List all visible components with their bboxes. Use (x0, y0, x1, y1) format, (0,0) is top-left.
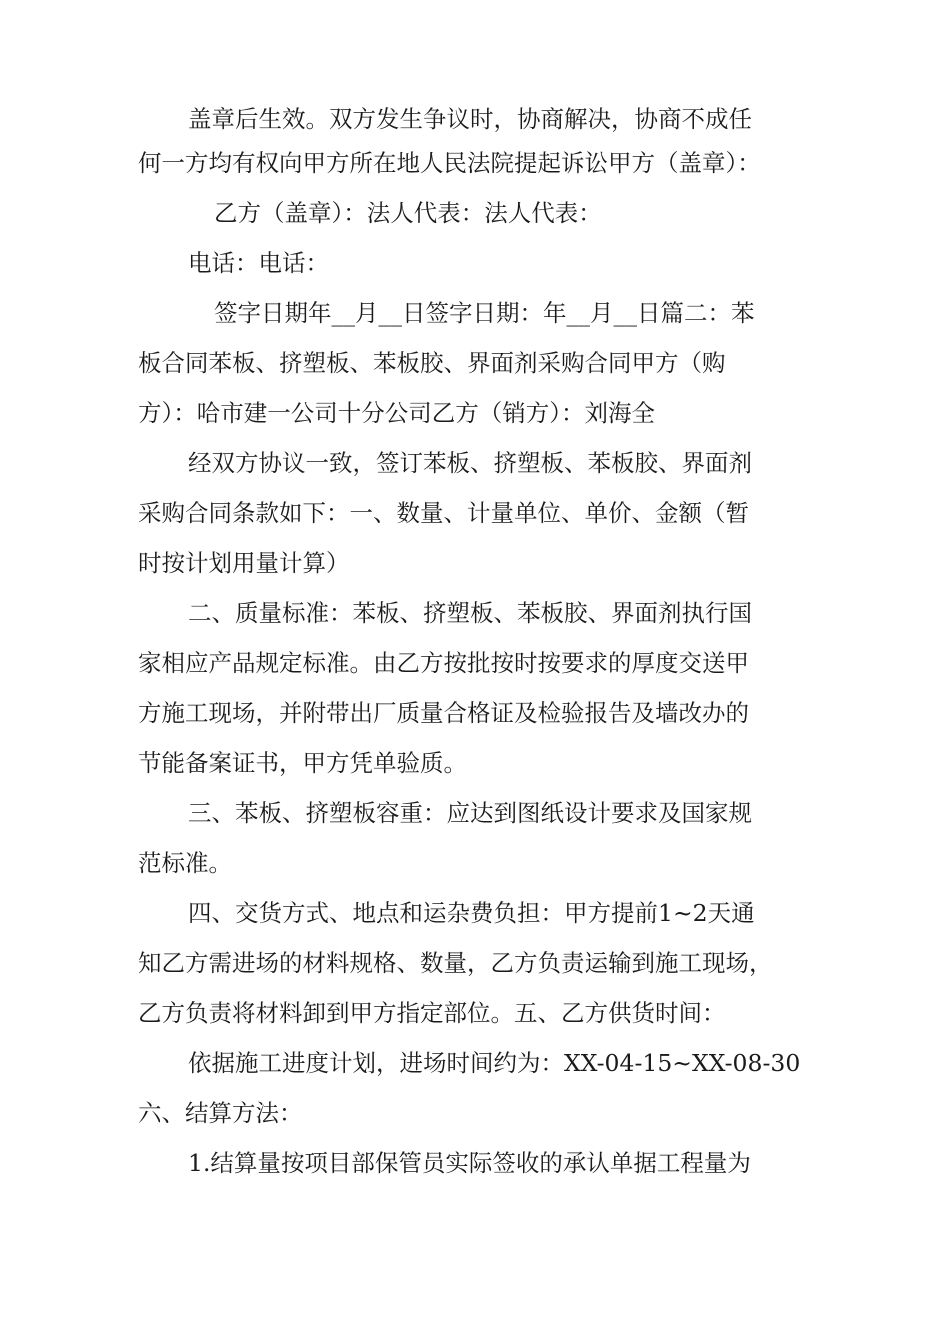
text-line-18: 知乙方需进场的材料规格、数量，乙方负责运输到施工现场， (138, 949, 773, 977)
text-line-17: 四、交货方式、地点和运杂费负担：甲方提前1~2天通 (188, 899, 755, 927)
text-line-13: 方施工现场，并附带出厂质量合格证及检验报告及墙改办的 (138, 699, 749, 727)
text-line-5: 签字日期年__月__日签字日期：年__月__日篇二：苯 (214, 299, 755, 327)
text-line-22: 1.结算量按项目部保管员实际签收的承认单据工程量为 (188, 1149, 751, 1177)
text-line-6: 板合同苯板、挤塑板、苯板胶、界面剂采购合同甲方（购 (138, 349, 726, 377)
text-line-14: 节能备案证书，甲方凭单验质。 (138, 749, 467, 777)
text-line-12: 家相应产品规定标准。由乙方按批按时按要求的厚度交送甲 (138, 649, 749, 677)
text-line-3: 乙方（盖章）：法人代表：法人代表： (214, 199, 602, 227)
text-line-16: 范标准。 (138, 849, 232, 877)
text-line-11: 二、质量标准：苯板、挤塑板、苯板胶、界面剂执行国 (188, 599, 752, 627)
text-line-2: 何一方均有权向甲方所在地人民法院提起诉讼甲方（盖章）： (138, 149, 761, 177)
text-line-8: 经双方协议一致，签订苯板、挤塑板、苯板胶、界面剂 (188, 449, 752, 477)
text-line-7: 方）：哈市建一公司十分公司乙方（销方）：刘海全 (138, 399, 655, 427)
text-line-20: 依据施工进度计划，进场时间约为：XX-04-15~XX-08-30 (188, 1049, 801, 1077)
text-line-19: 乙方负责将材料卸到甲方指定部位。五、乙方供货时间： (138, 999, 726, 1027)
text-line-10: 时按计划用量计算） (138, 549, 350, 577)
text-line-21: 六、结算方法： (138, 1099, 303, 1127)
text-line-1: 盖章后生效。双方发生争议时，协商解决，协商不成任 (188, 105, 752, 133)
text-line-4: 电话：电话： (188, 249, 329, 277)
text-line-9: 采购合同条款如下：一、数量、计量单位、单价、金额（暂 (138, 499, 749, 527)
text-line-15: 三、苯板、挤塑板容重：应达到图纸设计要求及国家规 (188, 799, 752, 827)
